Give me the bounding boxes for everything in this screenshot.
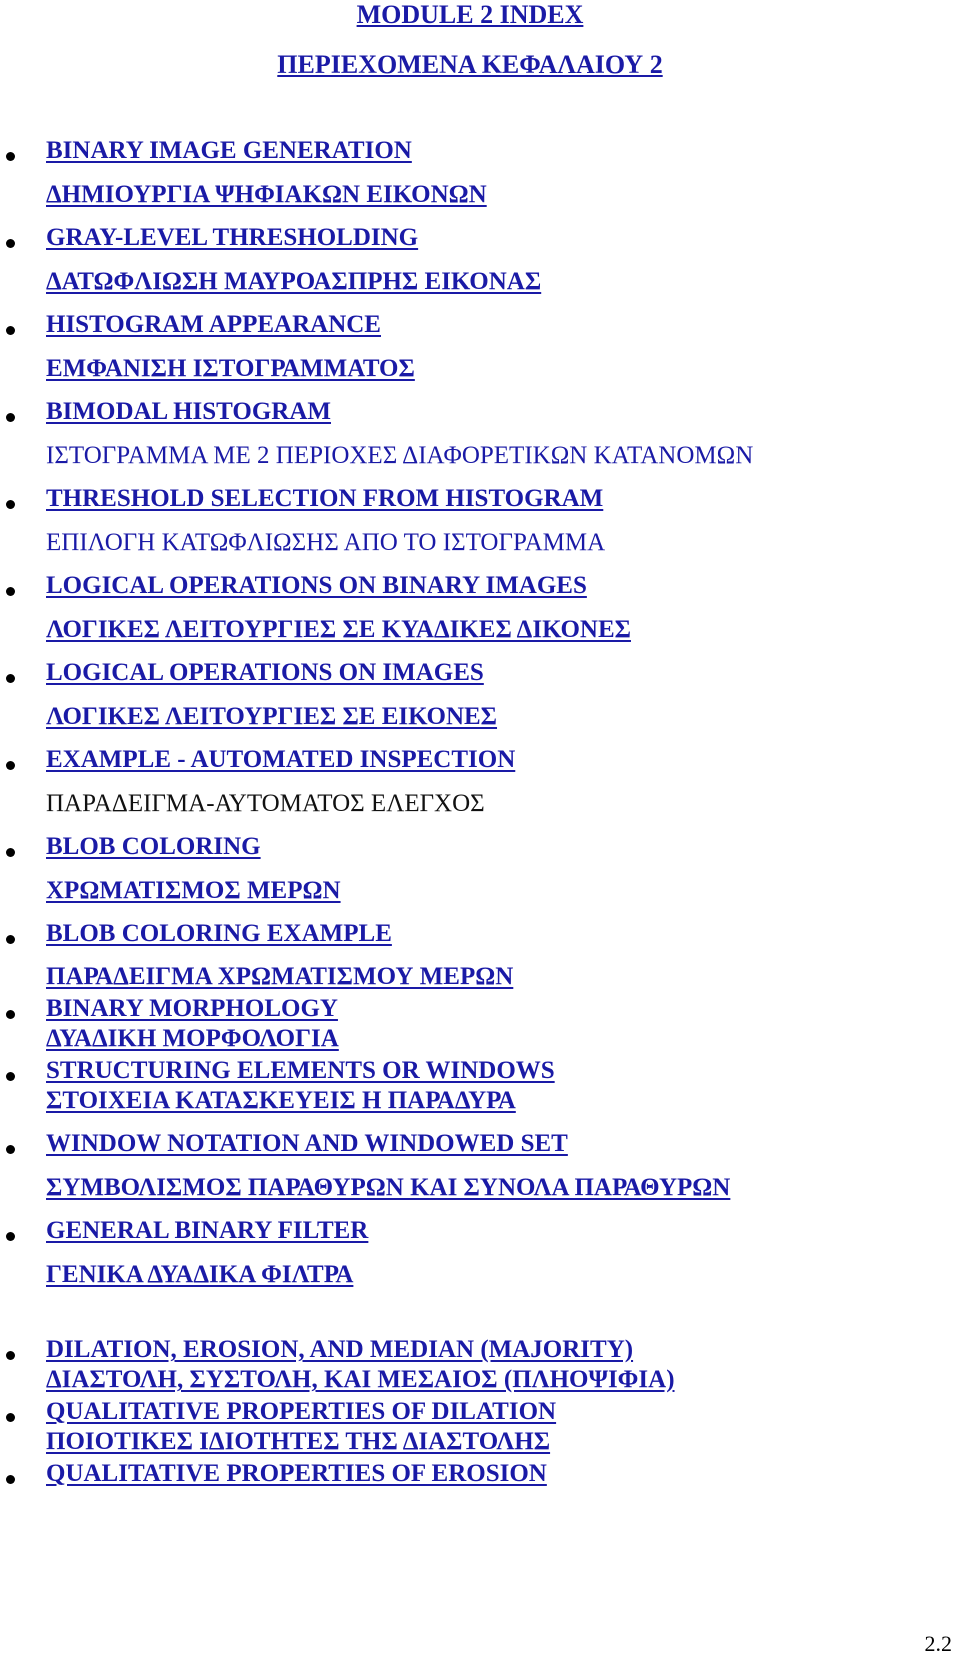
page-number: 2.2 <box>924 1631 952 1656</box>
index-link-greek-11[interactable]: ΔΥΑΔΙΚΗ ΜΟΡΦΟΛΟΓΙΑ <box>46 1025 339 1052</box>
bullet-icon <box>6 239 15 248</box>
bullet-icon <box>6 1351 15 1360</box>
bullet-icon <box>6 1413 15 1422</box>
bullet-icon <box>6 935 15 944</box>
index-link-automated-inspection[interactable]: EXAMPLE - AUTOMATED INSPECTION <box>46 746 516 773</box>
index-link-blob-coloring[interactable]: BLOB COLORING <box>46 833 261 860</box>
index-link-greek-13[interactable]: ΣΥΜΒΟΛΙΣΜΟΣ ΠΑΡΑΘΥΡΩΝ ΚΑΙ ΣΥΝΟΛΑ ΠΑΡΑΘΥΡΩΝ <box>46 1174 731 1201</box>
index-link-threshold-selection[interactable]: THRESHOLD SELECTION FROM HISTOGRAM <box>46 485 604 512</box>
bullet-icon <box>6 848 15 857</box>
index-text-greek-5: ΕΠΙΛΟΓΗ ΚΑΤΩΦΛΙΩΣΗΣ ΑΠΟ ΤΟ ΙΣΤΟΓΡΑΜΜΑ <box>46 529 606 556</box>
bullet-icon <box>6 1145 15 1154</box>
index-link-window-notation[interactable]: WINDOW NOTATION AND WINDOWED SET <box>46 1130 568 1157</box>
bullet-icon <box>6 761 15 770</box>
index-link-greek-16[interactable]: ΠΟΙΟΤΙΚΕΣ ΙΔΙΟΤΗΤΕΣ ΤΗΣ ΔΙΑΣΤΟΛΗΣ <box>46 1428 551 1455</box>
index-link-dilation-erosion-median[interactable]: DILATION, EROSION, AND MEDIAN (MAJORITY) <box>46 1336 634 1363</box>
index-link-logical-ops-binary[interactable]: LOGICAL OPERATIONS ON BINARY IMAGES <box>46 572 587 599</box>
index-link-binary-morphology[interactable]: BINARY MORPHOLOGY <box>46 995 338 1022</box>
index-link-histogram-appearance[interactable]: HISTOGRAM APPEARANCE <box>46 311 381 338</box>
index-link-greek-2[interactable]: ΔΑΤΩΦΛΙΩΣΗ ΜΑΥΡΟΑΣΠΡΗΣ ΕΙΚΟΝΑΣ <box>46 268 542 295</box>
index-link-gray-level-thresholding[interactable]: GRAY-LEVEL THRESHOLDING <box>46 224 419 251</box>
index-text-greek-4: ΙΣΤΟΓΡΑΜΜΑ ΜΕ 2 ΠΕΡΙΟΧΕΣ ΔΙΑΦΟΡΕΤΙΚΩΝ ΚΑΤΑΝΟΜΩΝ <box>46 442 754 469</box>
index-link-greek-15[interactable]: ΔΙΑΣΤΟΛΗ, ΣΥΣΤΟΛΗ, ΚΑΙ ΜΕΣΑΙΟΣ (ΠΛΗΟΨΙΦΙΑ) <box>46 1366 675 1393</box>
bullet-icon <box>6 587 15 596</box>
index-link-greek-7[interactable]: ΛΟΓΙΚΕΣ ΛΕΙΤΟΥΡΓΙΕΣ ΣΕ ΕΙΚΟΝΕΣ <box>46 703 498 730</box>
index-link-greek-14[interactable]: ΓΕΝΙΚΑ ΔΥΑΔΙΚΑ ΦΙΛΤΡΑ <box>46 1261 354 1288</box>
index-link-greek-6[interactable]: ΛΟΓΙΚΕΣ ΛΕΙΤΟΥΡΓΙΕΣ ΣΕ ΚΥΑΔΙΚΕΣ ΔΙΚΟΝΕΣ <box>46 616 631 643</box>
index-link-structuring-elements[interactable]: STRUCTURING ELEMENTS OR WINDOWS <box>46 1057 555 1084</box>
bullet-icon <box>6 1010 15 1019</box>
bullet-icon <box>6 1475 15 1484</box>
bullet-icon <box>6 413 15 422</box>
index-link-bimodal-histogram[interactable]: BIMODAL HISTOGRAM <box>46 398 331 425</box>
bullet-icon <box>6 326 15 335</box>
index-link-logical-ops-images[interactable]: LOGICAL OPERATIONS ON IMAGES <box>46 659 484 686</box>
index-link-greek-3[interactable]: ΕΜΦΑΝΙΣΗ ΙΣΤΟΓΡΑΜΜΑΤΟΣ <box>46 355 415 382</box>
module-title[interactable]: MODULE 2 INDEX <box>356 0 584 29</box>
index-link-greek-12[interactable]: ΣΤΟΙΧΕΙΑ ΚΑΤΑΣΚΕΥΕΙΣ Η ΠΑΡΑΔΥΡΑ <box>46 1087 516 1114</box>
bullet-icon <box>6 500 15 509</box>
bullet-icon <box>6 674 15 683</box>
index-link-qualitative-dilation[interactable]: QUALITATIVE PROPERTIES OF DILATION <box>46 1398 557 1425</box>
index-link-general-binary-filter[interactable]: GENERAL BINARY FILTER <box>46 1217 369 1244</box>
index-link-greek-1[interactable]: ΔΗΜΙΟΥΡΓΙΑ ΨΗΦΙΑΚΩΝ ΕΙΚΟΝΩΝ <box>46 181 487 208</box>
index-link-binary-image-generation[interactable]: BINARY IMAGE GENERATION <box>46 137 412 164</box>
index-link-qualitative-erosion[interactable]: QUALITATIVE PROPERTIES OF EROSION <box>46 1460 547 1487</box>
greek-title[interactable]: ΠΕΡΙΕΧΟΜΕΝΑ ΚΕΦΑΛΑΙΟΥ 2 <box>277 50 663 79</box>
index-link-blob-coloring-example[interactable]: BLOB COLORING EXAMPLE <box>46 920 392 947</box>
bullet-icon <box>6 1232 15 1241</box>
index-link-greek-9[interactable]: ΧΡΩΜΑΤΙΣΜΟΣ ΜΕΡΩΝ <box>46 877 341 904</box>
bullet-icon <box>6 1072 15 1081</box>
index-text-greek-8: ΠΑΡΑΔΕΙΓΜΑ-ΑΥΤΟΜΑΤΟΣ ΕΛΕΓΧΟΣ <box>46 790 485 817</box>
index-link-greek-10[interactable]: ΠΑΡΑΔΕΙΓΜΑ ΧΡΩΜΑΤΙΣΜΟΥ ΜΕΡΩΝ <box>46 963 514 990</box>
bullet-icon <box>6 152 15 161</box>
